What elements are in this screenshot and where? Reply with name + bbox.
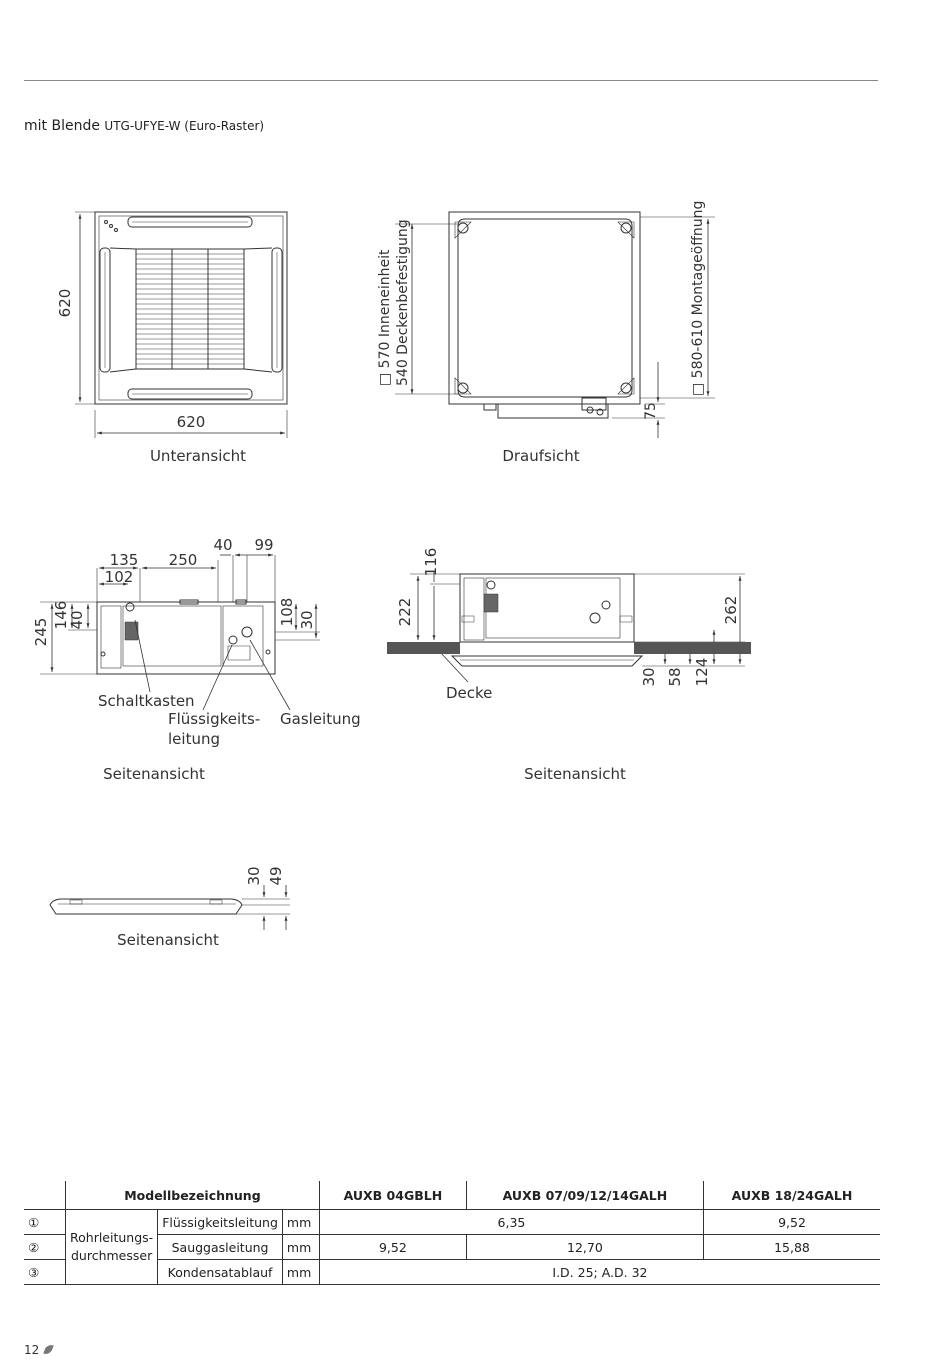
side-view-1-caption: Seitenansicht bbox=[103, 765, 205, 783]
dim-124: 124 bbox=[693, 657, 711, 687]
header-col-3: AUXB 18/24GALH bbox=[704, 1181, 881, 1210]
side-view-1-dimensions bbox=[32, 536, 316, 646]
label-fluessigkeitsleitung-2: leitung bbox=[168, 730, 220, 748]
top-view-mount-dim: 540 Deckenbefestigung bbox=[395, 219, 411, 386]
page-number: 12 bbox=[24, 1343, 40, 1357]
row-number: ③ bbox=[24, 1260, 66, 1285]
dim-30-ceiling: 30 bbox=[640, 667, 658, 687]
label-fluessigkeitsleitung-1: Flüssigkeits- bbox=[168, 710, 261, 728]
bottom-view-drawing bbox=[75, 212, 287, 438]
top-view-drawing bbox=[395, 212, 715, 438]
ceiling-slab-left bbox=[387, 642, 460, 654]
dim-99: 99 bbox=[254, 536, 274, 554]
dim-262: 262 bbox=[722, 595, 740, 625]
leaf-icon bbox=[44, 1343, 54, 1356]
group-label bbox=[66, 1210, 158, 1285]
dim-30-panel: 30 bbox=[245, 866, 263, 886]
top-view-opening-dim: □ 580-610 Montageöffnung bbox=[690, 200, 706, 396]
row-value-2: 12,70 bbox=[466, 1235, 703, 1260]
dim-40-top: 40 bbox=[213, 536, 233, 554]
row-unit: mm bbox=[282, 1235, 319, 1260]
dim-58: 58 bbox=[666, 667, 684, 687]
side-view-1-drawing bbox=[40, 555, 320, 710]
dim-49-panel: 49 bbox=[267, 866, 285, 886]
group-label-line-2: durchmesser bbox=[70, 1248, 153, 1263]
label-decke: Decke bbox=[446, 684, 493, 702]
bottom-view-caption: Unteransicht bbox=[149, 447, 247, 465]
row-label: Flüssigkeitsleitung bbox=[158, 1210, 283, 1235]
dim-102: 102 bbox=[104, 568, 134, 586]
header-empty bbox=[24, 1181, 66, 1210]
header-col-2: AUXB 07/09/12/14GALH bbox=[466, 1181, 703, 1210]
side-view-2-caption: Seitenansicht bbox=[524, 765, 626, 783]
label-gasleitung: Gasleitung bbox=[280, 710, 361, 728]
ceiling-slab-right bbox=[634, 642, 751, 654]
row-value-all: I.D. 25; A.D. 32 bbox=[319, 1260, 880, 1285]
bottom-view-height-dim: 620 bbox=[56, 288, 74, 318]
dim-108: 108 bbox=[278, 597, 296, 627]
row-unit: mm bbox=[282, 1210, 319, 1235]
dim-245: 245 bbox=[32, 617, 50, 647]
top-view-unit-dim: □ 570 Inneneinheit bbox=[377, 249, 393, 386]
label-schaltkasten: Schaltkasten bbox=[98, 692, 195, 710]
dim-250: 250 bbox=[168, 551, 198, 569]
row-value-3: 15,88 bbox=[704, 1235, 881, 1260]
header-col-1: AUXB 04GBLH bbox=[319, 1181, 466, 1210]
dim-135: 135 bbox=[109, 551, 139, 569]
dim-116: 116 bbox=[422, 547, 440, 577]
header-model-label: Modellbezeichnung bbox=[66, 1181, 320, 1210]
side-view-3-drawing bbox=[50, 885, 290, 930]
table-row bbox=[24, 1210, 880, 1235]
row-value-3: 9,52 bbox=[704, 1210, 881, 1235]
row-value-merged: 6,35 bbox=[319, 1210, 703, 1235]
row-label: Sauggasleitung bbox=[158, 1235, 283, 1260]
side-view-3-caption: Seitenansicht bbox=[117, 931, 219, 949]
row-number: ② bbox=[24, 1235, 66, 1260]
subtitle-model: UTG-UFYE-W (Euro-Raster) bbox=[104, 119, 265, 133]
row-unit: mm bbox=[282, 1260, 319, 1285]
row-label: Kondensatablauf bbox=[158, 1260, 283, 1285]
dim-146: 146 bbox=[52, 600, 70, 630]
dim-40-left: 40 bbox=[68, 610, 86, 630]
dim-222: 222 bbox=[396, 597, 414, 627]
bottom-view-width-dim: 620 bbox=[176, 413, 206, 431]
group-label-line-1: Rohrleitungs- bbox=[70, 1230, 154, 1245]
top-view-75-dim: 75 bbox=[643, 402, 659, 420]
dim-30: 30 bbox=[298, 610, 316, 630]
pipe-diameter-table bbox=[24, 1181, 880, 1285]
top-view-caption: Draufsicht bbox=[502, 447, 580, 465]
row-number: ① bbox=[24, 1210, 66, 1235]
page-footer bbox=[24, 1343, 52, 1357]
table-header-row bbox=[24, 1181, 880, 1210]
subtitle-main: mit Blende bbox=[24, 118, 100, 134]
row-value-1: 9,52 bbox=[319, 1235, 466, 1260]
